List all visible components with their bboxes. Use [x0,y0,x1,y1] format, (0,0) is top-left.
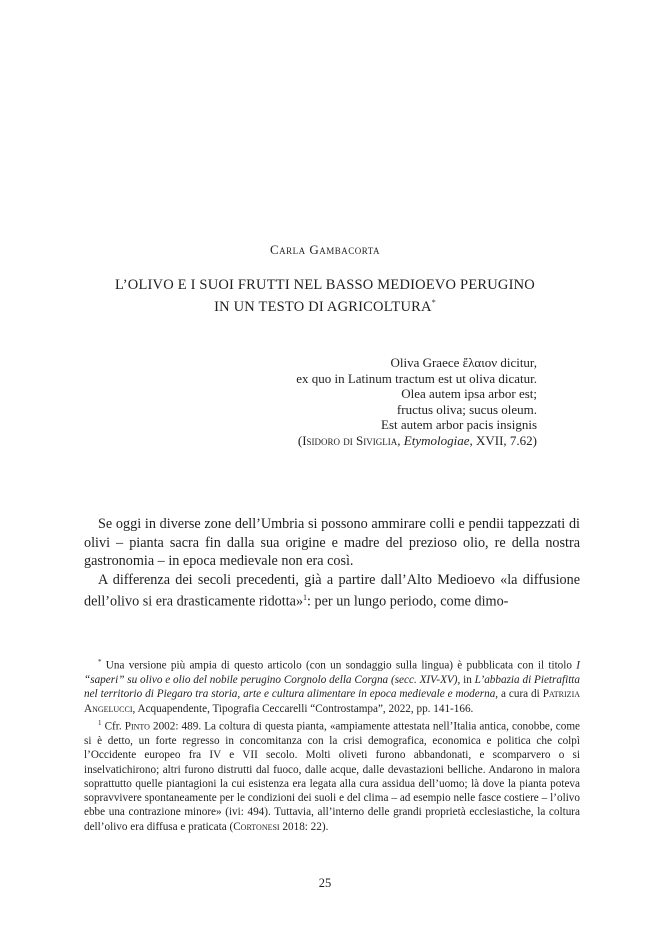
fn1-text-b: , in [457,674,475,687]
fn2-pinto: Pinto [124,720,150,733]
fn1-italic-2: L’abbazia di Pietrafitta nel territorio di Piegaro tra storia, arte e cultura alimentare in epoca medievale e moderna [84,674,581,701]
body-text [84,515,580,611]
title-footnote-mark: * [431,298,436,307]
fn2-text-a: Cfr. [101,720,125,733]
source-sep: , [397,432,404,448]
source-open: ( [297,432,303,448]
fn1-text-c: , a cura di [495,688,543,701]
fn2-text-b: 2002: 489. La coltura di questa pianta, «ampiamente attestata nell’Italia antica, conobbe, come si è detto, un forte regresso in concomitanza con la crisi demografica, economica e politica che colpì l’Occidente europeo fra IV e VII secolo. Molti oliveti furono abbandonati, e scomparvero o si inselvatichirono; altri furono distrutti dal fuoco, dalle acque, dalle devastazioni belliche. Andarono in malora soprattutto quelle piantagioni la cui esistenza era legata alla cura assidua dell’uomo; là dove la pianta poteva sopravvivere spontaneamente per le condizioni dei suoli e del clima – ad esempio nelle fasce costiere – l’olivo ebbe una contrazione minore» (ivi: 494). Tuttavia, all’interno delle grandi proprietà ecclesiastiche, la coltura dell’olivo era diffusa e praticata ( [84,720,580,833]
fn2-cortonesi: Cortonesi [233,820,280,833]
body-paragraph-1: Se oggi in diverse zone dell’Umbria si possono ammirare colli e pendii tappezzati di olivi – pianta sacra fin dalla sua origine e madre del prezioso olio, re della nostra gastronomia – in epoca medievale non era così. [84,516,580,569]
footnote-ref-1: 1 [303,593,308,602]
fn1-text-d: , Acquapendente, Tipografia Ceccarelli “Controstampa”, 2022, pp. 141-166. [132,702,474,715]
title-line-1: L’OLIVO E I SUOI FRUTTI NEL BASSO MEDIOEVO PERUGINO [115,277,535,293]
fn1-editor: Patrizia Angelucci [84,688,581,715]
article-title [0,276,650,316]
epigraph-line: Olea autem ipsa arbor est; [401,386,537,401]
source-author: Isidoro di Siviglia [302,432,398,448]
epigraph-line: Oliva Graece ἔλαιον dicitur, [390,355,537,370]
fn1-italic-1: I “saperi” su olivo e olio del nobile perugino Corgnolo della Corgna (secc. XIV-XV) [84,659,580,687]
p2-text-b: : per un lungo periodo, come dimo- [307,593,509,610]
p2-text-a: A differenza dei secoli precedenti, già a partire dall’Alto Medioevo «la diffusione dell’olivo si era drasticamente ridotta» [84,571,580,610]
footnotes [84,655,580,834]
body-paragraph-2 [84,571,580,612]
source-work: Etymologiae [403,432,470,448]
title-line-2-text: IN UN TESTO DI AGRICOLTURA [214,298,432,315]
fn1-text-a: Una versione più ampia di questo articolo (con un sondaggio sulla lingua) è pubblicata con il titolo [101,659,577,672]
article-author: Carla Gambacorta [269,242,381,257]
footnote-star-mark: * [98,658,102,666]
fn2-text-c: 2018: 22). [279,820,329,833]
footnote-star [84,655,580,716]
title-line-2 [0,294,650,316]
page-number: 25 [318,876,332,890]
epigraph [296,355,537,448]
source-ref: , XVII, 7.62) [469,432,537,448]
epigraph-line: ex quo in Latinum tractum est ut oliva dicatur. [296,370,537,386]
epigraph-line: Est autem arbor pacis insignis [381,417,537,432]
footnote-1 [84,716,580,834]
epigraph-source [296,433,537,449]
epigraph-line: fructus oliva; sucus oleum. [396,401,537,417]
footnote-1-mark: 1 [98,718,102,727]
